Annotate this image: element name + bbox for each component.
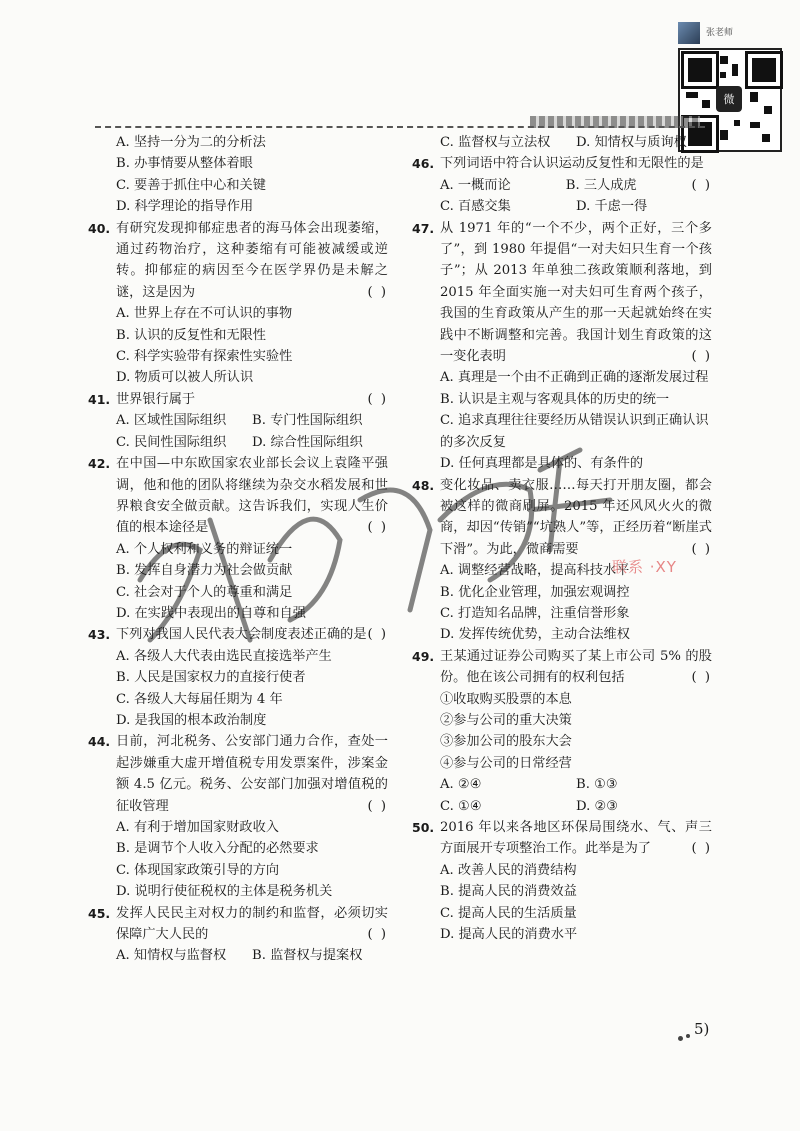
option: D. 千虑一得 — [576, 199, 648, 215]
option: D. 在实践中表现出的自尊和自强 — [116, 605, 306, 621]
option: B. 监督权与提案权 — [252, 948, 363, 964]
statement-item: ①收取购买股票的本息 — [440, 691, 572, 707]
option: A. 坚持一分为二的分析法 — [116, 135, 266, 150]
question-48 — [412, 475, 712, 561]
option: C. 要善于抓住中心和关键 — [116, 177, 266, 193]
option: A. 知情权与监督权 — [116, 948, 227, 964]
question-text: 有研究发现抑郁症患者的海马体会出现萎缩，通过药物治疗，这种萎缩有可能被减缓或逆转。抑郁症的病因至今在医学界仍是未解之谜，这是因为 — [116, 220, 388, 300]
option: C. 科学实验带有探索性实验性 — [116, 349, 293, 365]
question-number: 45. — [88, 905, 111, 921]
option: D. 综合性国际组织 — [252, 434, 363, 450]
avatar-name: 张老师 — [706, 28, 734, 38]
statement-item: ④参与公司的日常经营 — [440, 755, 572, 771]
option: A. 真理是一个由不正确到正确的逐渐发展过程 — [440, 370, 709, 386]
answer-bracket[interactable]: ( ) — [367, 520, 388, 536]
option: C. 民间性国际组织 — [116, 434, 227, 450]
option: B. 提高人民的消费效益 — [440, 884, 577, 900]
header-divider — [95, 126, 705, 128]
option: A. 各级人大代表由选民直接选举产生 — [116, 648, 332, 664]
option: A. 调整经营战略，提高科技水平 — [440, 563, 630, 579]
answer-bracket[interactable]: ( ) — [691, 841, 712, 857]
question-50 — [412, 817, 712, 860]
option: C. 打造知名品牌，注重信誉形象 — [440, 605, 630, 621]
option: D. 发挥传统优势，主动合法维权 — [440, 627, 630, 643]
option-row — [412, 196, 712, 217]
option: A. 世界上存在不可认识的事物 — [116, 306, 293, 322]
option: C. 社会对于个人的尊重和满足 — [116, 584, 293, 600]
option: A. 区域性国际组织 — [116, 413, 227, 429]
option: A. 一概而论 — [440, 177, 511, 193]
question-text: 2016 年以来各地区环保局围绕水、气、声三方面展开专项整治工作。此举是为了 — [440, 820, 712, 857]
question-41 — [88, 389, 388, 410]
question-number: 44. — [88, 734, 111, 750]
option: A. 个人权利和义务的辩证统一 — [116, 541, 293, 557]
question-number: 41. — [88, 391, 111, 407]
option-row — [412, 175, 692, 196]
watermark-brand: 联系 ·XY — [612, 558, 677, 576]
option: B. 优化企业管理，加强宏观调控 — [440, 584, 630, 600]
page-number: 5) — [694, 1020, 710, 1038]
option: D. 说明行使征税权的主体是税务机关 — [116, 884, 333, 900]
question-number: 48. — [412, 477, 435, 493]
option: C. 追求真理往往要经历从错误认识到正确认识的多次反复 — [440, 413, 709, 450]
option: D. 任何真理都是具体的、有条件的 — [440, 456, 644, 472]
answer-bracket[interactable]: ( ) — [367, 391, 388, 407]
answer-bracket[interactable]: ( ) — [367, 798, 388, 814]
question-text: 下列词语中符合认识运动反复性和无限性的是 — [440, 156, 704, 172]
question-number: 42. — [88, 456, 111, 472]
option: C. 百感交集 — [440, 199, 511, 215]
option: C. ①④ — [440, 798, 482, 814]
option: B. 三人成虎 — [565, 177, 637, 193]
question-44 — [88, 731, 388, 817]
option: D. 是我国的根本政治制度 — [116, 712, 267, 728]
question-number: 40. — [88, 220, 111, 236]
option-row — [88, 945, 388, 966]
question-text: 日前，河北税务、公安部门通力合作，查处一起涉嫌重大虚开增值税专用发票案件，涉案金额 4.5 亿元。税务、公安部门加强对增值税的征收管理 — [116, 734, 388, 814]
option: A. 有利于增加国家财政收入 — [116, 820, 279, 835]
option: B. 认识是主观与客观具体的历史的统一 — [440, 391, 670, 407]
option: D. 知情权与质询权 — [576, 135, 687, 150]
answer-bracket[interactable]: ( ) — [691, 670, 712, 686]
option: C. 提高人民的生活质量 — [440, 905, 577, 921]
option: C. 各级人大每届任期为 4 年 — [116, 691, 283, 707]
statement-item: ③参加公司的股东大会 — [440, 734, 572, 750]
option: D. 物质可以被人所认识 — [116, 370, 254, 386]
question-47 — [412, 218, 712, 368]
option-row — [412, 796, 712, 817]
option: A. 改善人民的消费结构 — [440, 862, 577, 878]
option: D. ②③ — [576, 798, 619, 814]
question-43 — [88, 624, 388, 645]
question-text: 王某通过证券公司购买了某上市公司 5% 的股份。他在该公司拥有的权利包括 — [440, 648, 712, 686]
question-40 — [88, 218, 388, 304]
wechat-icon: 微 — [716, 86, 742, 112]
statement-item: ②参与公司的重大决策 — [440, 712, 572, 728]
answer-bracket[interactable]: ( ) — [691, 541, 712, 557]
option: D. 科学理论的指导作用 — [116, 199, 254, 215]
option: B. 办事情要从整体着眼 — [116, 156, 253, 172]
option-row — [412, 132, 712, 153]
question-42 — [88, 453, 388, 539]
question-number: 46. — [412, 156, 435, 172]
question-number: 47. — [412, 220, 435, 236]
question-number: 43. — [88, 627, 111, 643]
option: B. ①③ — [576, 777, 618, 793]
option: C. 监督权与立法权 — [440, 135, 551, 150]
question-text: 变化妆品、卖衣服……每天打开朋友圈，都会被这样的微商刷屏。2015 年还风风火火的微商，却因“传销”“坑熟人”等，正经历着“断崖式下滑”。为此，微商需要 — [440, 477, 712, 557]
option-row — [412, 774, 712, 795]
answer-bracket[interactable]: ( ) — [367, 284, 388, 300]
question-text: 发挥人民民主对权力的制约和监督，必须切实保障广大人民的 — [116, 905, 388, 943]
option: C. 体现国家政策引导的方向 — [116, 862, 280, 878]
question-number: 49. — [412, 648, 435, 664]
avatar — [678, 22, 700, 44]
dot — [686, 1034, 690, 1038]
option-row — [88, 432, 388, 453]
question-49 — [412, 646, 712, 689]
question-number: 50. — [412, 820, 435, 835]
left-column — [88, 132, 388, 967]
question-text: 在中国—中东欧国家农业部长会议上袁隆平强调，他和他的团队将继续为杂交水稻发展和世界粮食安全做贡献。这告诉我们，实现人生价值的根本途径是 — [116, 456, 388, 536]
answer-bracket[interactable]: ( ) — [691, 177, 712, 193]
option: B. 人民是国家权力的直接行使者 — [116, 670, 306, 686]
option: D. 提高人民的消费水平 — [440, 927, 578, 943]
question-text: 从 1971 年的“一个不少，两个正好，三个多了”，到 1980 年提倡“一对夫妇只生育一个孩子”；从 2013 年单独二孩政策顺利落地，到 2015 年全面实施一对夫妇可生育两个孩子，我国的生育政策从产生的那一天起就始终在实践中不断调整和完善。我国计划生育政策的这一变化表明 — [440, 220, 712, 365]
answer-bracket[interactable]: ( ) — [367, 627, 388, 643]
answer-bracket[interactable]: ( ) — [691, 349, 712, 365]
option: B. 认识的反复性和无限性 — [116, 327, 266, 343]
dot — [678, 1036, 683, 1041]
option: B. 专门性国际组织 — [252, 413, 363, 429]
right-column — [412, 132, 712, 945]
answer-bracket[interactable]: ( ) — [367, 927, 388, 943]
option: A. ②④ — [440, 777, 482, 793]
option: B. 发挥自身潜力为社会做贡献 — [116, 563, 293, 579]
question-text: 世界银行属于 — [116, 391, 196, 407]
option-row — [88, 410, 388, 431]
question-45 — [88, 903, 388, 946]
option: B. 是调节个人收入分配的必然要求 — [116, 841, 319, 857]
question-text: 下列对我国人民代表大会制度表述正确的是 — [116, 627, 367, 643]
